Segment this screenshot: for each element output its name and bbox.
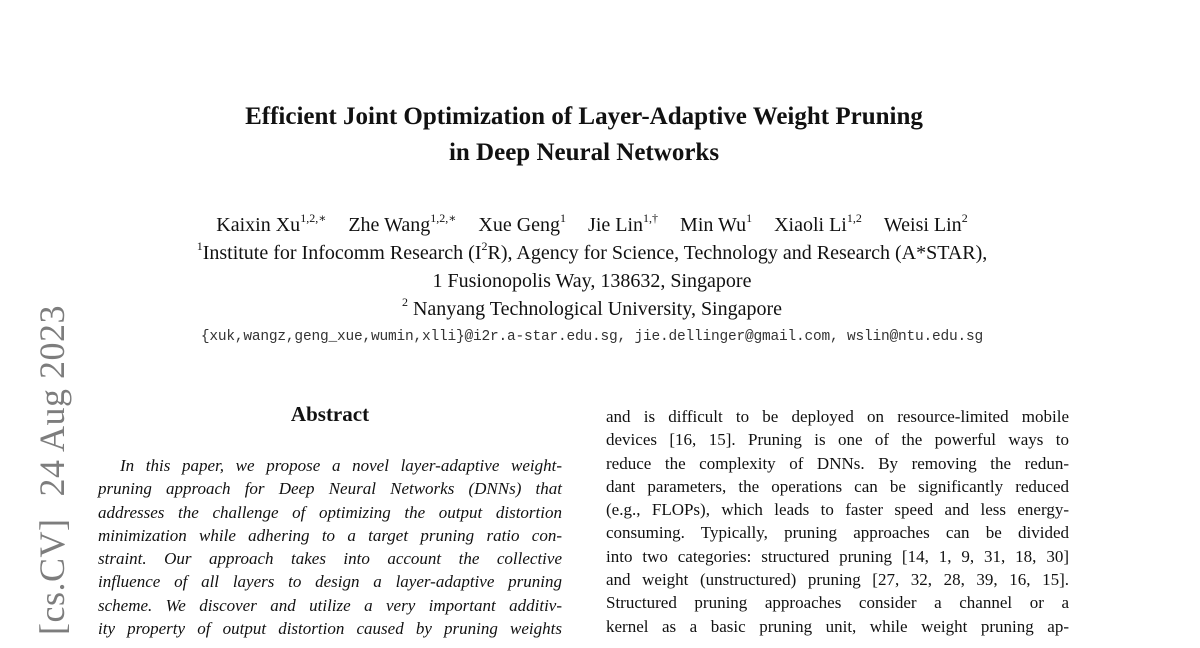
abstract-line: ity property of output distortion caused by pruning weights <box>98 619 562 639</box>
author-name: Min Wu <box>680 214 747 236</box>
abstract-line: straint. Our approach takes into account the collective <box>98 549 562 569</box>
author-name: Jie Lin <box>588 214 644 236</box>
paper-title <box>0 99 1168 171</box>
abstract-heading: Abstract <box>290 402 370 426</box>
author-affiliation-mark: 1,2,∗ <box>300 211 327 225</box>
author <box>478 212 566 238</box>
affiliation-2 <box>0 296 1184 322</box>
abstract-line: influence of all layers to design a layer-adaptive pruning <box>98 572 562 592</box>
title-line: Efficient Joint Optimization of Layer-Adaptive Weight Pruning <box>245 103 923 130</box>
author-name: Xue Geng <box>478 214 561 236</box>
affiliation-1 <box>0 240 1184 266</box>
author-affiliation-mark: 1,† <box>643 211 659 225</box>
author-affiliation-mark: 2 <box>961 211 968 225</box>
body-line: consuming. Typically, pruning approaches can be divided <box>606 523 1069 543</box>
body-line: devices [16, 15]. Pruning is one of the powerful ways to <box>606 430 1069 450</box>
abstract-line: pruning approach for Deep Neural Networks (DNNs) that <box>98 479 562 499</box>
body-line: (e.g., FLOPs), which leads to faster speed and less energy- <box>606 500 1069 520</box>
affiliation-text: Institute for Infocomm Research (I <box>202 242 482 264</box>
abstract-line: addresses the challenge of optimizing the output distortion <box>98 502 562 522</box>
affiliation-text: Nanyang Technological University, Singapore <box>407 298 783 320</box>
body-line: and weight (unstructured) pruning [27, 32, 28, 39, 16, 15]. <box>606 570 1069 590</box>
body-line: dant parameters, the operations can be significantly reduced <box>606 476 1069 496</box>
author <box>774 212 862 238</box>
author-name: Weisi Lin <box>883 214 962 236</box>
affiliation-text: R), Agency for Science, Technology and Research (A*STAR), <box>487 242 988 264</box>
author <box>680 212 752 238</box>
body-line: kernel as a basic pruning unit, while weight pruning ap- <box>606 616 1069 636</box>
author <box>588 212 658 238</box>
arxiv-category: [cs.CV] <box>32 518 72 635</box>
author-emails: {xuk,wangz,geng_xue,wumin,xlli}@i2r.a-star.edu.sg, jie.dellinger@gmail.com, wslin@ntu.edu.sg <box>200 329 984 345</box>
intro-body <box>606 405 1069 638</box>
author-name: Xiaoli Li <box>774 214 847 236</box>
author-list <box>0 212 1184 238</box>
affiliation-mark: 2 <box>401 295 408 309</box>
abstract-body <box>98 454 562 640</box>
author <box>216 212 326 238</box>
body-line: Structured pruning approaches consider a channel or a <box>606 593 1069 613</box>
author-affiliation-mark: 1,2 <box>846 211 862 225</box>
author <box>348 212 456 238</box>
title-line: in Deep Neural Networks <box>448 139 720 166</box>
abstract-line: scheme. We discover and utilize a very important additiv- <box>98 595 562 615</box>
arxiv-stamp <box>31 305 73 635</box>
affiliation-inline-sup: 2 <box>481 239 488 253</box>
author-name: Kaixin Xu <box>216 214 301 236</box>
affiliation-1-address: 1 Fusionopolis Way, 138632, Singapore <box>432 270 752 292</box>
author-affiliation-mark: 1,2,∗ <box>430 211 457 225</box>
body-line: into two categories: structured pruning [14, 1, 9, 31, 18, 30] <box>606 546 1069 566</box>
affiliation-mark: 1 <box>196 239 203 253</box>
abstract-line: In this paper, we propose a novel layer-adaptive weight- <box>120 456 562 475</box>
body-line: reduce the complexity of DNNs. By removing the redun- <box>606 453 1069 473</box>
abstract-line: minimization while adhering to a target pruning ratio con- <box>98 525 562 545</box>
arxiv-date: 24 Aug 2023 <box>32 305 72 497</box>
author-name: Zhe Wang <box>348 214 431 236</box>
author-affiliation-mark: 1 <box>746 211 753 225</box>
body-line: and is difficult to be deployed on resource-limited mobile <box>606 407 1069 426</box>
author-affiliation-mark: 1 <box>560 211 567 225</box>
author <box>884 212 968 238</box>
